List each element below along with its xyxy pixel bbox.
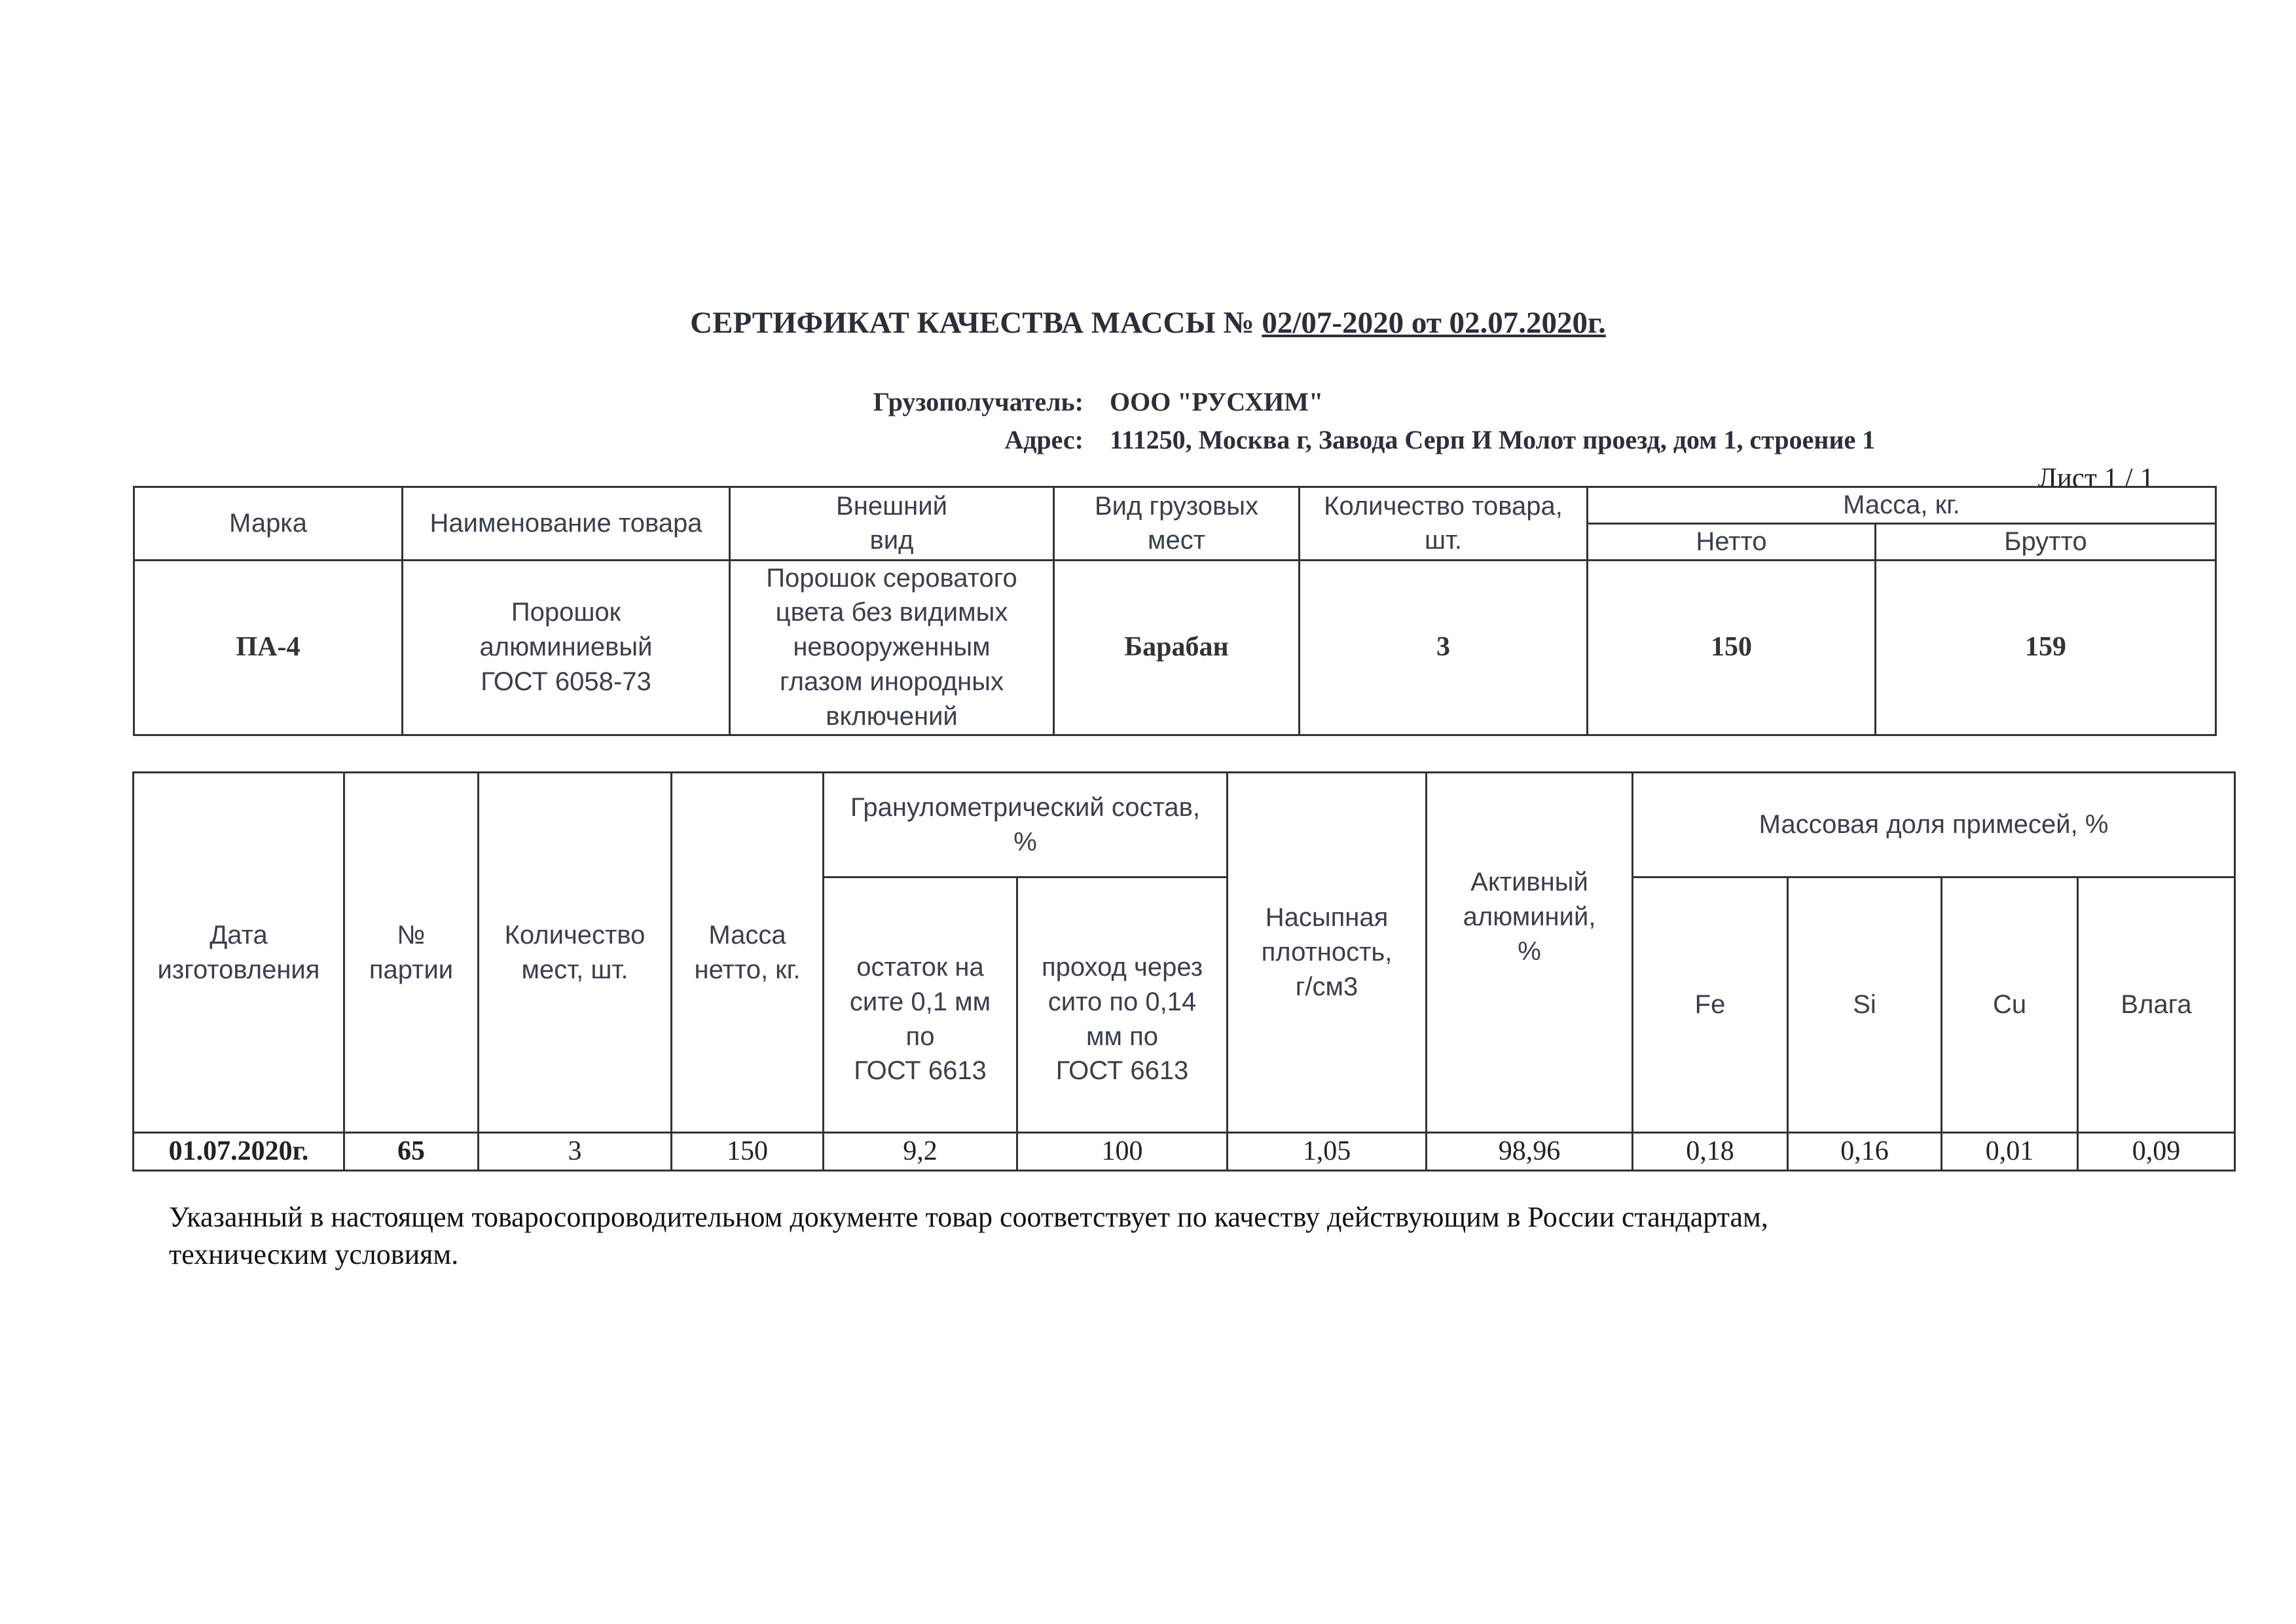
address-value: 111250, Москва г, Завода Серп И Молот проезд, дом 1, строение 1 bbox=[1110, 425, 1876, 454]
header-package-type bbox=[1054, 487, 1300, 561]
header-product-name: Наименование товара bbox=[403, 487, 730, 561]
cell-package-type: Барабан bbox=[1054, 560, 1300, 735]
certificate-title bbox=[0, 305, 2296, 341]
product-data-row bbox=[134, 560, 2216, 735]
quality-table bbox=[132, 771, 2236, 1172]
header-appearance bbox=[730, 487, 1054, 561]
header-granulometric-line: Гранулометрический состав, bbox=[850, 792, 1201, 822]
header-si: Si bbox=[1788, 877, 1942, 1133]
product-table bbox=[133, 486, 2217, 736]
header-net: Нетто bbox=[1588, 523, 1876, 560]
header-places bbox=[479, 773, 672, 1133]
recipient-label: Грузополучатель: bbox=[873, 387, 1084, 416]
cell-quantity: 3 bbox=[1300, 560, 1588, 735]
header-net-mass bbox=[672, 773, 824, 1133]
header-impurities: Массовая доля примесей, % bbox=[1633, 773, 2235, 877]
cell-cu: 0,01 bbox=[1942, 1133, 2078, 1171]
cell-net-mass: 150 bbox=[672, 1133, 824, 1171]
header-places-line: Количество bbox=[504, 920, 646, 950]
conformity-line: техническим условиям. bbox=[169, 1238, 459, 1271]
sheet-number: Лист 1 / 1 bbox=[2037, 463, 2154, 494]
header-quantity-line: Количество товара, bbox=[1324, 491, 1563, 521]
header-active-aluminium bbox=[1427, 773, 1633, 1133]
cell-bulk-density: 1,05 bbox=[1228, 1133, 1427, 1171]
cell-net: 150 bbox=[1588, 560, 1876, 735]
conformity-line: Указанный в настоящем товаросопроводительном документе товар соответствует по качеству действующим в России стандартам, bbox=[169, 1201, 1768, 1233]
address-label: Адрес: bbox=[1004, 425, 1084, 454]
cell-production-date: 01.07.2020г. bbox=[134, 1133, 344, 1171]
header-production-date bbox=[134, 773, 344, 1133]
header-net-mass-line: нетто, кг. bbox=[694, 955, 801, 984]
header-mass: Масса, кг. bbox=[1588, 487, 2216, 524]
header-sieve-passage bbox=[1017, 877, 1228, 1133]
cell-si: 0,16 bbox=[1788, 1133, 1942, 1171]
header-date-line: Дата bbox=[210, 920, 268, 950]
cell-places: 3 bbox=[479, 1133, 672, 1171]
header-fe: Fe bbox=[1633, 877, 1788, 1133]
header-active-al-line: % bbox=[1518, 936, 1541, 966]
header-package-line: мест bbox=[1147, 526, 1206, 555]
header-gross: Брутто bbox=[1876, 523, 2216, 560]
header-passage-line: ГОСТ 6613 bbox=[1055, 1056, 1189, 1086]
header-package-line: Вид грузовых bbox=[1095, 491, 1258, 521]
product-name-line: ГОСТ 6058-73 bbox=[481, 667, 651, 696]
header-net-mass-line: Масса bbox=[708, 920, 786, 950]
header-brand: Марка bbox=[134, 487, 403, 561]
cell-sieve-passage: 100 bbox=[1017, 1133, 1228, 1171]
quality-header-row bbox=[134, 773, 2235, 877]
header-granulometric bbox=[824, 773, 1228, 877]
header-passage-line: сито по 0,14 bbox=[1048, 987, 1197, 1016]
conformity-statement bbox=[169, 1198, 2068, 1273]
header-residue-line: сите 0,1 мм bbox=[849, 987, 991, 1016]
header-bulk-density-line: Насыпная bbox=[1265, 903, 1389, 932]
recipient-value: ООО "РУСХИМ" bbox=[1110, 387, 1324, 416]
cell-active-aluminium: 98,96 bbox=[1427, 1133, 1633, 1171]
header-active-al-line: алюминий, bbox=[1463, 902, 1596, 931]
header-passage-line: мм по bbox=[1085, 1022, 1159, 1051]
appearance-line: цвета без видимых bbox=[775, 598, 1008, 627]
cell-batch: 65 bbox=[344, 1133, 479, 1171]
appearance-line: глазом инородных bbox=[779, 667, 1004, 696]
header-sieve-residue bbox=[824, 877, 1017, 1133]
certificate-title-prefix: СЕРТИФИКАТ КАЧЕСТВА МАССЫ № bbox=[690, 306, 1262, 340]
header-quantity bbox=[1300, 487, 1588, 561]
header-batch-line: партии bbox=[369, 955, 454, 984]
header-bulk-density bbox=[1228, 773, 1427, 1133]
header-active-al-line: Активный bbox=[1470, 868, 1588, 896]
header-granulometric-line: % bbox=[1013, 827, 1037, 857]
header-batch bbox=[344, 773, 479, 1133]
appearance-line: невооруженным bbox=[793, 633, 991, 662]
header-quantity-line: шт. bbox=[1424, 526, 1463, 555]
cell-fe: 0,18 bbox=[1633, 1133, 1788, 1171]
header-passage-line: проход через bbox=[1041, 953, 1203, 982]
cell-product-name bbox=[403, 560, 730, 735]
header-date-line: изготовления bbox=[157, 955, 320, 984]
appearance-line: Порошок сероватого bbox=[766, 563, 1017, 593]
product-name-line: Порошок bbox=[511, 598, 621, 627]
quality-data-row bbox=[134, 1133, 2235, 1171]
cell-sieve-residue: 9,2 bbox=[824, 1133, 1017, 1171]
appearance-line: включений bbox=[826, 701, 958, 731]
product-name-line: алюминиевый bbox=[479, 633, 653, 662]
header-appearance-line: Внешний bbox=[836, 491, 947, 521]
header-appearance-line: вид bbox=[869, 526, 914, 555]
header-bulk-density-line: г/см3 bbox=[1295, 972, 1358, 1001]
header-residue-line: ГОСТ 6613 bbox=[854, 1056, 987, 1086]
header-residue-line: остаток на bbox=[856, 953, 984, 982]
cell-brand: ПА-4 bbox=[134, 560, 403, 735]
certificate-number-date: 02/07-2020 от 02.07.2020г. bbox=[1262, 306, 1606, 340]
header-residue-line: по bbox=[905, 1022, 935, 1051]
header-cu: Cu bbox=[1942, 877, 2078, 1133]
header-places-line: мест, шт. bbox=[521, 955, 629, 984]
header-moisture: Влага bbox=[2078, 877, 2235, 1133]
cell-gross: 159 bbox=[1876, 560, 2216, 735]
header-batch-line: № bbox=[397, 920, 426, 950]
cell-moisture: 0,09 bbox=[2078, 1133, 2235, 1171]
header-bulk-density-line: плотность, bbox=[1261, 938, 1393, 967]
product-header-row bbox=[134, 487, 2216, 524]
cell-appearance bbox=[730, 560, 1054, 735]
